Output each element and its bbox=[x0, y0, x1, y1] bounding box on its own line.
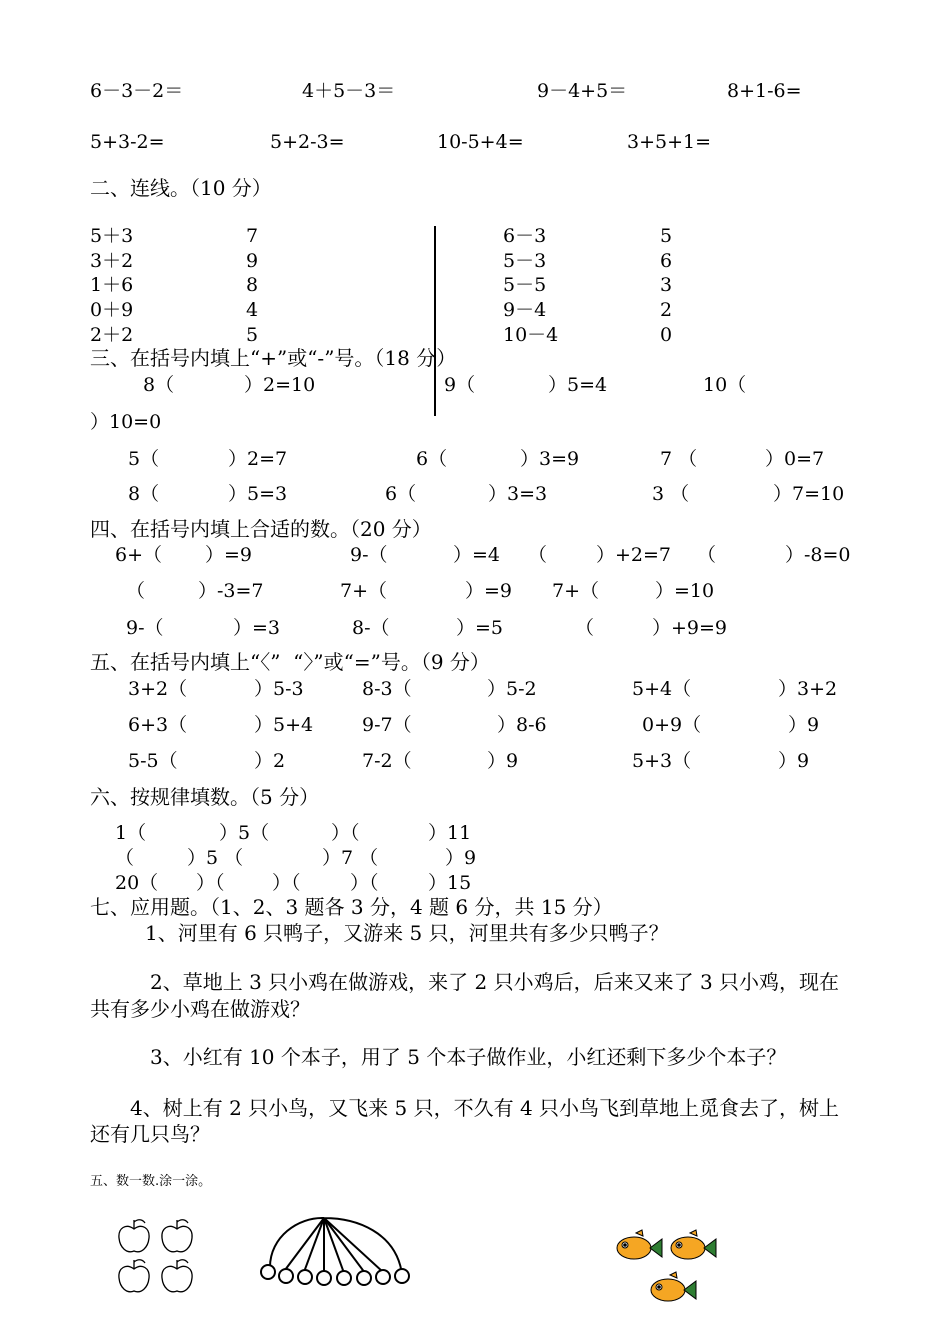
arith-r1-2: 4＋5－3＝ bbox=[302, 80, 396, 102]
sec4-r1-e: （ bbox=[528, 544, 548, 566]
sec4-r1-g: （ bbox=[697, 544, 717, 566]
sec7-q2-line2: 共有多少小鸡在做游戏？ bbox=[90, 997, 310, 1021]
sec6-r3-e: ）15 bbox=[428, 872, 472, 894]
sec6-r2-a: （ bbox=[115, 847, 135, 869]
sec2-right-num-5: 0 bbox=[660, 324, 673, 346]
sec4-r3-f: ）+9=9 bbox=[652, 617, 728, 639]
sec7-q4-line1: 4、树上有 2 只小鸟，又飞来 5 只，不久有 4 只小鸟飞到草地上觅食去了，树上 bbox=[130, 1096, 840, 1120]
divider-line bbox=[434, 226, 436, 416]
sec5-r1-e: 5+4（ bbox=[632, 678, 692, 700]
sec5-r2-d: ）8-6 bbox=[497, 714, 547, 736]
sec3-r3-d: ）3=3 bbox=[488, 483, 548, 505]
balloon-icon bbox=[337, 1271, 351, 1285]
sec4-r3-e: （ bbox=[575, 617, 595, 639]
apple-icon bbox=[162, 1260, 192, 1292]
sec4-r3-b: ）=3 bbox=[233, 617, 281, 639]
sec5-r2-b: ）5+4 bbox=[254, 714, 314, 736]
sec3-r1-c: 9（ bbox=[444, 374, 476, 396]
sec4-r1-f: ）+2=7 bbox=[596, 544, 672, 566]
sec5-title: 五、在括号内填上“〈” “〉”或“=”号。（9 分） bbox=[90, 650, 490, 674]
fish-icon bbox=[671, 1230, 716, 1259]
sec2-left-num-1: 7 bbox=[246, 225, 259, 247]
sec3-r2-d: ）3=9 bbox=[520, 448, 580, 470]
sec4-r2-b: ）-3=7 bbox=[198, 580, 264, 602]
arith-r1-4: 8+1-6= bbox=[727, 80, 802, 102]
arith-r1-1: 6－3－2＝ bbox=[90, 80, 184, 102]
sec6-r2-b: ）5 （ bbox=[187, 847, 244, 869]
apples-illustration bbox=[112, 1218, 202, 1298]
sec4-r2-a: （ bbox=[126, 580, 146, 602]
sec2-right-num-4: 2 bbox=[660, 299, 673, 321]
apple-icon bbox=[119, 1260, 149, 1292]
sec5-r3-a: 5-5（ bbox=[128, 750, 178, 772]
sec2-left-num-5: 5 bbox=[246, 324, 259, 346]
fish-icon bbox=[651, 1272, 696, 1301]
sec5-r2-a: 6+3（ bbox=[128, 714, 188, 736]
balloon-icon bbox=[261, 1265, 275, 1279]
sec2-right-expr-3: 5－5 bbox=[503, 274, 547, 296]
sec3-r3-c: 6（ bbox=[385, 483, 417, 505]
sec3-r2-e: 7 （ bbox=[660, 448, 698, 470]
sec4-r2-f: ）=10 bbox=[655, 580, 715, 602]
sec4-r1-c: 9-（ bbox=[350, 544, 388, 566]
apple-icon bbox=[162, 1220, 192, 1252]
sec4-r3-a: 9-（ bbox=[126, 617, 164, 639]
sec5-r2-f: ）9 bbox=[788, 714, 820, 736]
sec2-left-expr-4: 0＋9 bbox=[90, 299, 134, 321]
sec5-r3-f: ）9 bbox=[778, 750, 810, 772]
sec2-right-num-2: 6 bbox=[660, 250, 673, 272]
sec5-r1-f: ）3+2 bbox=[778, 678, 838, 700]
sec5-r3-b: ）2 bbox=[254, 750, 286, 772]
sec3-r1-a: 8（ bbox=[143, 374, 175, 396]
sec3-r2-a: 5（ bbox=[128, 448, 160, 470]
arith-r2-4: 3+5+1= bbox=[627, 131, 712, 153]
sec3-r3-b: ）5=3 bbox=[228, 483, 288, 505]
sec3-r2-f: ）0=7 bbox=[765, 448, 825, 470]
sec5-r2-e: 0+9（ bbox=[642, 714, 702, 736]
sec7-q2-line1: 2、草地上 3 只小鸡在做游戏，来了 2 只小鸡后，后来又来了 3 只小鸡，现在 bbox=[150, 970, 840, 994]
sec3-r1-d: ）5=4 bbox=[548, 374, 608, 396]
sec5-r1-c: 8-3（ bbox=[362, 678, 412, 700]
arc-line bbox=[270, 1218, 402, 1274]
sec5-r3-d: ）9 bbox=[487, 750, 519, 772]
sec2-right-num-3: 3 bbox=[660, 274, 673, 296]
sec6-r1-c: ）（ bbox=[331, 822, 360, 844]
balloon-icon bbox=[298, 1270, 312, 1284]
apple-icon bbox=[119, 1220, 149, 1252]
sec2-left-num-2: 9 bbox=[246, 250, 259, 272]
sec2-right-expr-2: 5－3 bbox=[503, 250, 547, 272]
sec6-r1-b: ）5（ bbox=[219, 822, 270, 844]
sec4-r2-c: 7+（ bbox=[340, 580, 388, 602]
sec6-title: 六、按规律填数。（5 分） bbox=[90, 785, 320, 809]
sec5-r2-c: 9-7（ bbox=[362, 714, 412, 736]
arith-r2-3: 10-5+4= bbox=[437, 131, 524, 153]
sec2-title: 二、连线。（10 分） bbox=[90, 176, 272, 200]
sec7-title: 七、应用题。（1、2、3 题各 3 分，4 题 6 分，共 15 分） bbox=[90, 895, 613, 919]
sec2-right-expr-5: 10－4 bbox=[503, 324, 559, 346]
sec2-right-expr-1: 6－3 bbox=[503, 225, 547, 247]
sec6-r3-c: ）（ bbox=[272, 872, 301, 894]
sec4-r1-d: ）=4 bbox=[453, 544, 501, 566]
sec4-r1-a: 6+（ bbox=[115, 544, 163, 566]
sec4-r3-d: ）=5 bbox=[456, 617, 504, 639]
sec6-r1-a: 1（ bbox=[115, 822, 147, 844]
sec3-r2-c: 6（ bbox=[416, 448, 448, 470]
sec6-r3-a: 20（ bbox=[115, 872, 159, 894]
sec2-right-expr-4: 9－4 bbox=[503, 299, 547, 321]
sec6-r3-b: ）（ bbox=[196, 872, 225, 894]
sec3-r3-a: 8（ bbox=[128, 483, 160, 505]
sec3-r3-f: ）7=10 bbox=[773, 483, 845, 505]
sec6-r3-d: ）（ bbox=[350, 872, 379, 894]
balloon-icon bbox=[279, 1269, 293, 1283]
sec6-r1-d: ）11 bbox=[428, 822, 472, 844]
balloon-icon bbox=[317, 1271, 331, 1285]
sec7-q3: 3、小红有 10 个本子，用了 5 个本子做作业，小红还剩下多少个本子？ bbox=[150, 1045, 787, 1069]
sec2-left-expr-3: 1＋6 bbox=[90, 274, 134, 296]
balloon-icon bbox=[376, 1270, 390, 1284]
sec4-r1-h: ）-8=0 bbox=[785, 544, 851, 566]
fish-icon bbox=[617, 1230, 662, 1259]
sec6-r2-c: ）7 （ bbox=[322, 847, 379, 869]
sec2-left-expr-5: 2＋2 bbox=[90, 324, 134, 346]
sec2-left-expr-2: 3＋2 bbox=[90, 250, 134, 272]
sec5-r1-d: ）5-2 bbox=[487, 678, 537, 700]
sec4-title: 四、在括号内填上合适的数。（20 分） bbox=[90, 517, 432, 541]
fish-illustration bbox=[614, 1228, 724, 1308]
balloon-icon bbox=[395, 1269, 409, 1283]
sec7-q4-line2: 还有几只鸟？ bbox=[90, 1122, 210, 1146]
sec5-r3-e: 5+3（ bbox=[632, 750, 692, 772]
balloons-illustration bbox=[258, 1212, 418, 1292]
sec2-left-num-3: 8 bbox=[246, 274, 259, 296]
sec2-left-expr-1: 5＋3 bbox=[90, 225, 134, 247]
sec7-q1: 1、河里有 6 只鸭子，又游来 5 只，河里共有多少只鸭子？ bbox=[145, 921, 669, 945]
sec2-right-num-1: 5 bbox=[660, 225, 673, 247]
sec2-left-num-4: 4 bbox=[246, 299, 259, 321]
balloon-icon bbox=[357, 1271, 371, 1285]
arith-r2-1: 5+3-2= bbox=[90, 131, 165, 153]
sec3-title: 三、在括号内填上“+”或“-”号。（18 分） bbox=[90, 346, 457, 370]
arith-r1-3: 9－4+5＝ bbox=[537, 80, 628, 102]
sec5-r1-a: 3+2（ bbox=[128, 678, 188, 700]
sec3-r3-e: 3 （ bbox=[652, 483, 690, 505]
sec4-r3-c: 8-（ bbox=[352, 617, 390, 639]
sec3-r1-b: ）2=10 bbox=[244, 374, 316, 396]
sec3-r2-b: ）2=7 bbox=[228, 448, 288, 470]
sec4-r2-e: 7+（ bbox=[552, 580, 600, 602]
sec5-r1-b: ）5-3 bbox=[254, 678, 304, 700]
sec6-r2-d: ）9 bbox=[445, 847, 477, 869]
sec4-r2-d: ）=9 bbox=[465, 580, 513, 602]
sec3-r1-wrap: ）10=0 bbox=[90, 411, 162, 433]
arith-r2-2: 5+2-3= bbox=[270, 131, 345, 153]
sec8-title: 五、数一数.涂一涂。 bbox=[90, 1174, 212, 1189]
sec4-r1-b: ）=9 bbox=[205, 544, 253, 566]
sec3-r1-e: 10（ bbox=[703, 374, 747, 396]
sec5-r3-c: 7-2（ bbox=[362, 750, 412, 772]
